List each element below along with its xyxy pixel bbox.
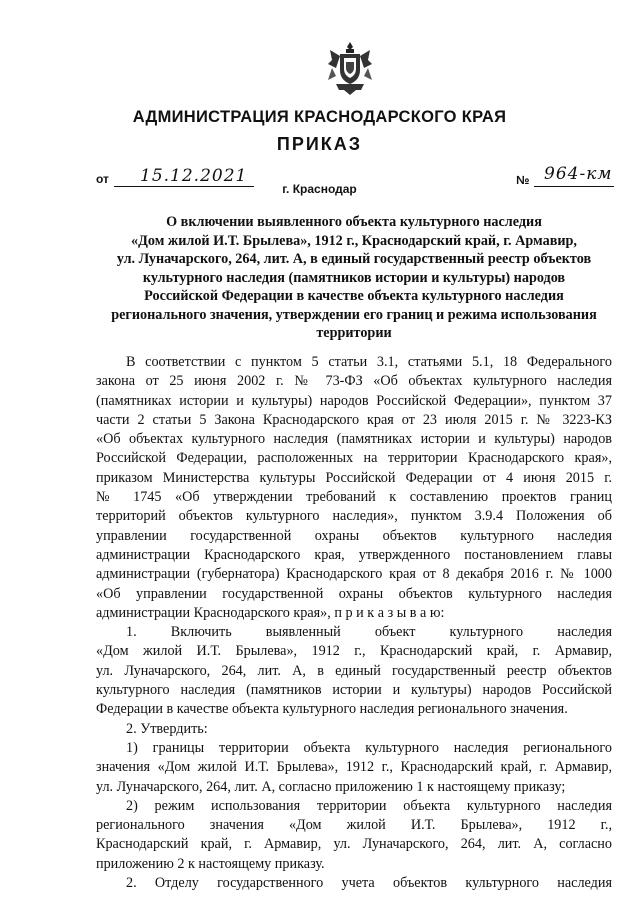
body-line: Краснодарский край, г. Армавир, ул. Луначарского, 264, лит. А, согласно	[96, 836, 612, 853]
title-line: «Дом жилой И.Т. Брылева», 1912 г., Краснодарский край, г. Армавир,	[131, 232, 577, 249]
agency-name: АДМИНИСТРАЦИЯ КРАСНОДАРСКОГО КРАЯ	[132, 108, 507, 126]
body-line: 1. Включить выявленный объект культурного наследия	[126, 624, 612, 641]
body-line: ул. Луначарского, 264, лит. А, согласно приложению 1 к настоящему приказу;	[96, 778, 566, 795]
title-line: Российской Федерации в качестве объекта культурного наследия	[144, 288, 564, 304]
document-body	[96, 353, 612, 893]
body-line: администрации Краснодарского края», п р и к а з ы в а ю:	[96, 604, 445, 621]
body-line: № 1745 «Об утверждении требований к составлению проектов границ	[96, 489, 612, 506]
body-line: приказом Министерства культуры Российской Федерации от 4 июня 2015 г.	[96, 469, 612, 486]
title-line: О включении выявленного объекта культурного наследия	[166, 214, 542, 230]
body-line: администрации Краснодарского края, утвержденного постановлением главы	[96, 546, 612, 563]
document-title	[94, 213, 614, 343]
title-line: ул. Луначарского, 264, лит. А, в единый государственный реестр объектов	[116, 251, 592, 267]
body-line: «Об управлении государственной охраны объектов культурного наследия	[96, 585, 612, 602]
title-line: территории	[316, 325, 392, 341]
number-value: 964-км	[544, 164, 613, 184]
body-line: значения «Дом жилой И.Т. Брылева», 1912 г., Краснодарский край, г. Армавир,	[96, 759, 612, 776]
body-line: культурного наследия (памятников истории и культуры) народов Российской	[96, 682, 612, 699]
body-line: Федерации в качестве объекта культурного наследия регионального значения.	[96, 701, 568, 718]
body-line: части 2 статьи 5 Закона Краснодарского края от 23 июля 2015 г. № 3223-КЗ	[96, 411, 612, 428]
body-line: регионального значения «Дом жилой И.Т. Брылева», 1912 г.,	[96, 817, 612, 834]
date-value: 15.12.2021	[140, 166, 248, 186]
body-line: «Об объектах культурного наследия (памятниках истории и культуры) народов	[96, 431, 612, 448]
number-label: №	[516, 173, 530, 187]
title-line: регионального значения, утверждении его границ и режима использования	[111, 306, 597, 323]
body-line: администрации (губернатора) Краснодарского края от 8 декабря 2016 г. № 1000	[96, 566, 612, 583]
body-line: (памятниках истории и культуры) народов Российской Федерации», пунктом 37	[96, 392, 612, 409]
body-line: приложению 2 к настоящему приказу.	[96, 855, 325, 872]
body-line: ул. Луначарского, 264, лит. А, в единый государственный реестр объектов	[96, 662, 612, 679]
body-line: закона от 25 июня 2002 г. № 73-ФЗ «Об объектах культурного наследия	[96, 373, 612, 390]
body-line: территорий объектов культурного наследия», пунктом 3.9.4 Положения об	[96, 508, 612, 525]
body-line: Российской Федерации, расположенных на территории Краснодарского края»,	[96, 450, 612, 467]
document-type: ПРИКАЗ	[276, 134, 363, 154]
title-line: культурного наследия (памятников истории и культуры) народов	[142, 269, 566, 286]
body-line: 2. Отделу государственного учета объектов культурного наследия	[126, 875, 612, 892]
body-line: 2. Утвердить:	[126, 720, 208, 737]
body-line: 1) границы территории объекта культурного наследия регионального	[126, 739, 612, 756]
body-line: управлении государственной охраны объектов культурного наследия	[96, 527, 612, 544]
body-line: «Дом жилой И.Т. Брылева», 1912 г., Краснодарский край, г. Армавир,	[96, 643, 612, 660]
city: г. Краснодар	[282, 182, 357, 196]
coat-of-arms-emblem	[326, 40, 374, 96]
date-label: от	[96, 172, 109, 186]
body-line: В соответствии с пунктом 5 статьи 3.1, статьями 5.1, 18 Федерального	[126, 354, 612, 370]
body-line: 2) режим использования территории объекта культурного наследия	[126, 797, 612, 814]
